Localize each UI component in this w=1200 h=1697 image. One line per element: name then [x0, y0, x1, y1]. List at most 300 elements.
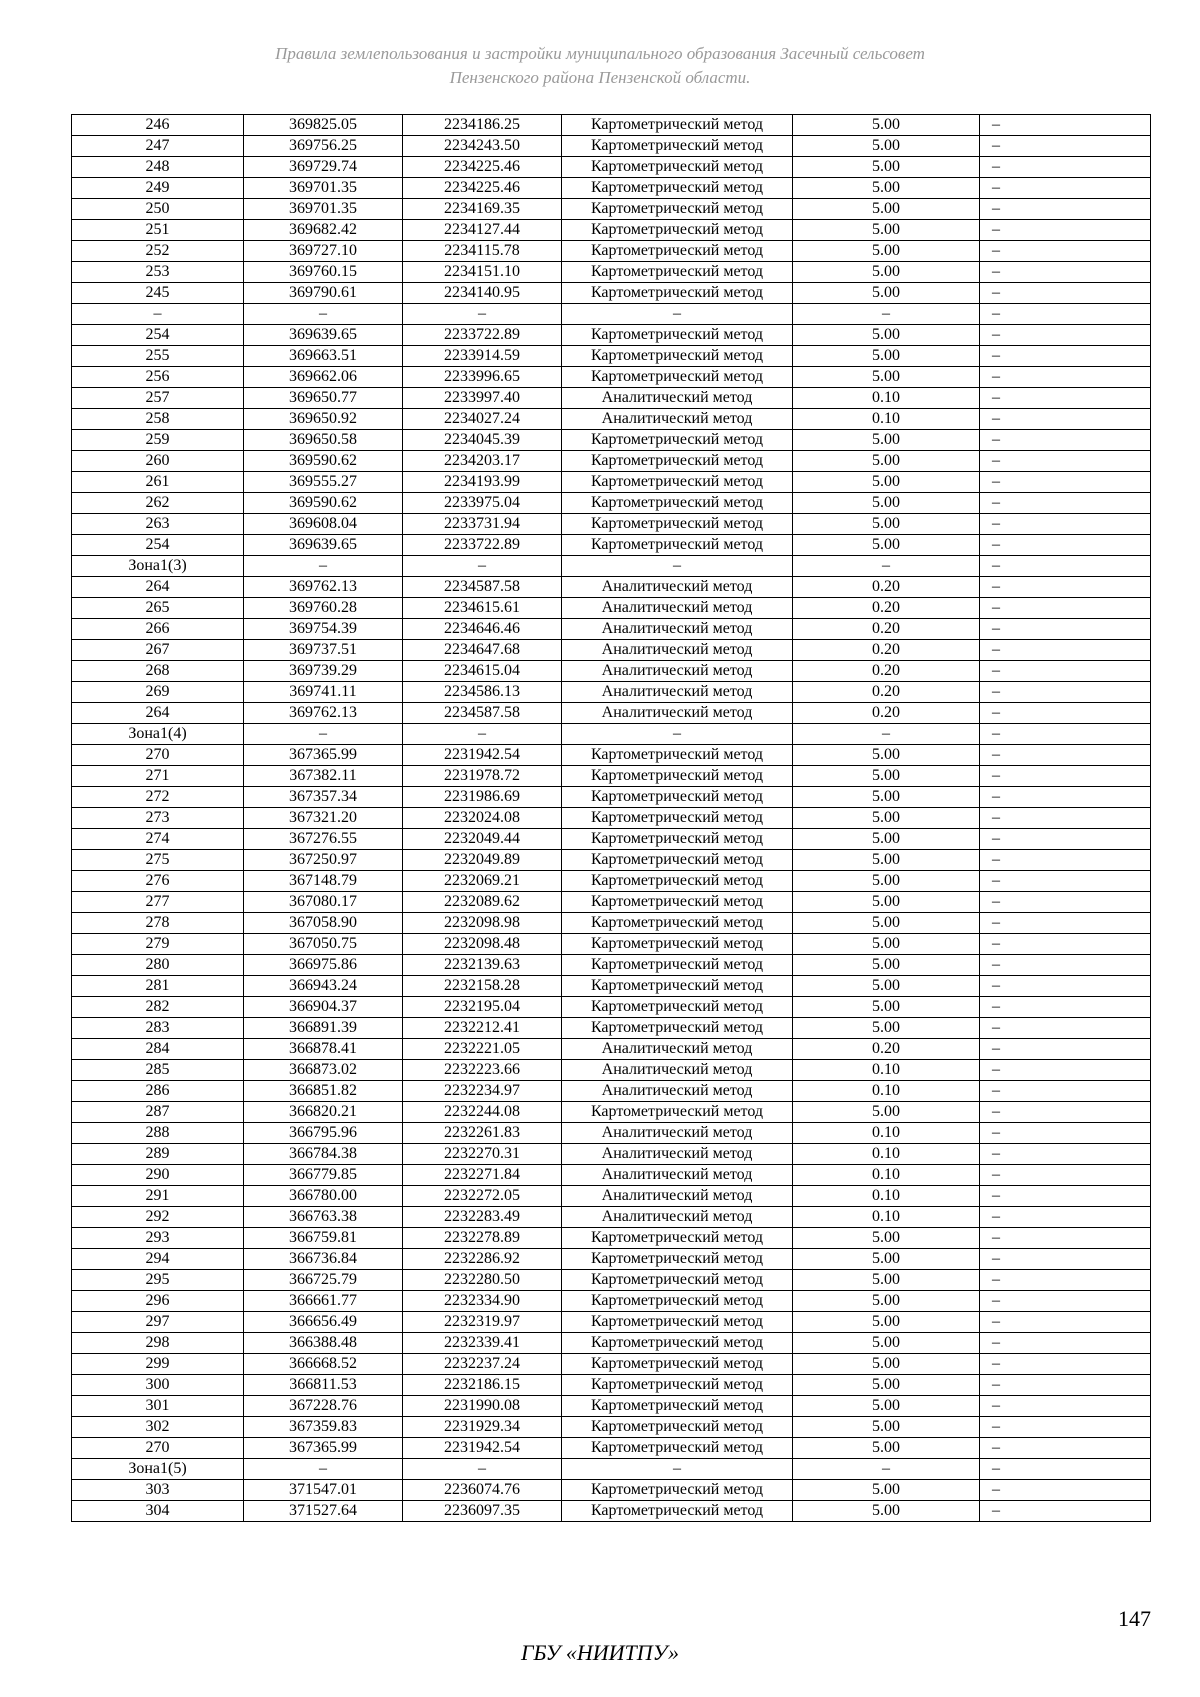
table-row — [72, 1459, 1151, 1480]
note-cell: – — [980, 1417, 1151, 1438]
point-number-cell: Зона1(5) — [72, 1459, 244, 1480]
method-cell: Картометрический метод — [562, 1480, 793, 1501]
x-coordinate-cell: 371547.01 — [244, 1480, 403, 1501]
x-coordinate-cell: – — [244, 304, 403, 325]
accuracy-cell: 0.10 — [793, 1123, 980, 1144]
method-cell: Картометрический метод — [562, 1270, 793, 1291]
method-cell: Картометрический метод — [562, 283, 793, 304]
method-cell: Картометрический метод — [562, 1018, 793, 1039]
table-row — [72, 556, 1151, 577]
point-number-cell: 302 — [72, 1417, 244, 1438]
y-coordinate-cell: 2234646.46 — [403, 619, 562, 640]
point-number-cell: 304 — [72, 1501, 244, 1522]
note-cell: – — [980, 577, 1151, 598]
x-coordinate-cell: 369756.25 — [244, 136, 403, 157]
table-row — [72, 220, 1151, 241]
point-number-cell: 278 — [72, 913, 244, 934]
point-number-cell: 274 — [72, 829, 244, 850]
y-coordinate-cell: 2232089.62 — [403, 892, 562, 913]
y-coordinate-cell: 2232339.41 — [403, 1333, 562, 1354]
note-cell: – — [980, 1207, 1151, 1228]
x-coordinate-cell: 369790.61 — [244, 283, 403, 304]
method-cell: Картометрический метод — [562, 535, 793, 556]
accuracy-cell: 0.20 — [793, 619, 980, 640]
note-cell: – — [980, 1018, 1151, 1039]
table-row — [72, 598, 1151, 619]
x-coordinate-cell: 367365.99 — [244, 745, 403, 766]
note-cell: – — [980, 598, 1151, 619]
point-number-cell: 284 — [72, 1039, 244, 1060]
y-coordinate-cell: 2234027.24 — [403, 409, 562, 430]
method-cell: Картометрический метод — [562, 493, 793, 514]
x-coordinate-cell: 367357.34 — [244, 787, 403, 808]
x-coordinate-cell: 366759.81 — [244, 1228, 403, 1249]
x-coordinate-cell: 366811.53 — [244, 1375, 403, 1396]
method-cell: Картометрический метод — [562, 1354, 793, 1375]
y-coordinate-cell: 2232139.63 — [403, 955, 562, 976]
method-cell: – — [562, 304, 793, 325]
y-coordinate-cell: 2231942.54 — [403, 745, 562, 766]
header-line-2: Пензенского района Пензенской области. — [449, 68, 751, 87]
note-cell: – — [980, 1123, 1151, 1144]
y-coordinate-cell: 2234203.17 — [403, 451, 562, 472]
x-coordinate-cell: 367276.55 — [244, 829, 403, 850]
y-coordinate-cell: 2234647.68 — [403, 640, 562, 661]
method-cell: Аналитический метод — [562, 388, 793, 409]
note-cell: – — [980, 1354, 1151, 1375]
method-cell: Картометрический метод — [562, 1312, 793, 1333]
note-cell: – — [980, 682, 1151, 703]
page-header — [0, 42, 1200, 90]
x-coordinate-cell: 366784.38 — [244, 1144, 403, 1165]
point-number-cell: 290 — [72, 1165, 244, 1186]
x-coordinate-cell: 369682.42 — [244, 220, 403, 241]
table-row — [72, 241, 1151, 262]
table-row — [72, 934, 1151, 955]
note-cell: – — [980, 1060, 1151, 1081]
point-number-cell: 247 — [72, 136, 244, 157]
point-number-cell: 293 — [72, 1228, 244, 1249]
method-cell: Картометрический метод — [562, 934, 793, 955]
x-coordinate-cell: 366820.21 — [244, 1102, 403, 1123]
point-number-cell: Зона1(4) — [72, 724, 244, 745]
accuracy-cell: 5.00 — [793, 262, 980, 283]
method-cell: Аналитический метод — [562, 703, 793, 724]
point-number-cell: 271 — [72, 766, 244, 787]
table-row — [72, 745, 1151, 766]
note-cell: – — [980, 745, 1151, 766]
table-row — [72, 388, 1151, 409]
x-coordinate-cell: 369555.27 — [244, 472, 403, 493]
accuracy-cell: 5.00 — [793, 1480, 980, 1501]
table-row — [72, 1333, 1151, 1354]
y-coordinate-cell: 2236074.76 — [403, 1480, 562, 1501]
accuracy-cell: 5.00 — [793, 892, 980, 913]
note-cell: – — [980, 1165, 1151, 1186]
table-row — [72, 829, 1151, 850]
accuracy-cell: 5.00 — [793, 955, 980, 976]
note-cell: – — [980, 157, 1151, 178]
note-cell: – — [980, 1312, 1151, 1333]
note-cell: – — [980, 1438, 1151, 1459]
point-number-cell: 257 — [72, 388, 244, 409]
y-coordinate-cell: 2232319.97 — [403, 1312, 562, 1333]
table-row — [72, 1501, 1151, 1522]
table-row — [72, 346, 1151, 367]
point-number-cell: 289 — [72, 1144, 244, 1165]
method-cell: Картометрический метод — [562, 1375, 793, 1396]
point-number-cell: 253 — [72, 262, 244, 283]
method-cell: Картометрический метод — [562, 1291, 793, 1312]
table-row — [72, 661, 1151, 682]
y-coordinate-cell: 2233731.94 — [403, 514, 562, 535]
y-coordinate-cell: 2232221.05 — [403, 1039, 562, 1060]
method-cell: Картометрический метод — [562, 892, 793, 913]
y-coordinate-cell: 2234587.58 — [403, 703, 562, 724]
accuracy-cell: 5.00 — [793, 115, 980, 136]
point-number-cell: 301 — [72, 1396, 244, 1417]
point-number-cell: 303 — [72, 1480, 244, 1501]
y-coordinate-cell: 2233996.65 — [403, 367, 562, 388]
y-coordinate-cell: – — [403, 304, 562, 325]
table-row — [72, 1354, 1151, 1375]
y-coordinate-cell: 2234045.39 — [403, 430, 562, 451]
point-number-cell: – — [72, 304, 244, 325]
method-cell: Картометрический метод — [562, 850, 793, 871]
method-cell: Картометрический метод — [562, 472, 793, 493]
point-number-cell: 281 — [72, 976, 244, 997]
accuracy-cell: 0.20 — [793, 661, 980, 682]
point-number-cell: 282 — [72, 997, 244, 1018]
x-coordinate-cell: 369590.62 — [244, 451, 403, 472]
page-footer: ГБУ «НИИТПУ» — [520, 1640, 680, 1665]
point-number-cell: 295 — [72, 1270, 244, 1291]
table-row — [72, 136, 1151, 157]
method-cell: Картометрический метод — [562, 1438, 793, 1459]
x-coordinate-cell: 366904.37 — [244, 997, 403, 1018]
point-number-cell: 283 — [72, 1018, 244, 1039]
accuracy-cell: 5.00 — [793, 1312, 980, 1333]
accuracy-cell: 0.20 — [793, 682, 980, 703]
method-cell: – — [562, 556, 793, 577]
point-number-cell: 261 — [72, 472, 244, 493]
note-cell: – — [980, 1144, 1151, 1165]
y-coordinate-cell: 2232069.21 — [403, 871, 562, 892]
note-cell: – — [980, 703, 1151, 724]
table-row — [72, 1186, 1151, 1207]
y-coordinate-cell: 2236097.35 — [403, 1501, 562, 1522]
y-coordinate-cell: 2234225.46 — [403, 157, 562, 178]
method-cell: Картометрический метод — [562, 367, 793, 388]
y-coordinate-cell: 2232098.98 — [403, 913, 562, 934]
table-row — [72, 1270, 1151, 1291]
table-row — [72, 451, 1151, 472]
point-number-cell: 270 — [72, 1438, 244, 1459]
method-cell: Аналитический метод — [562, 661, 793, 682]
x-coordinate-cell: 366656.49 — [244, 1312, 403, 1333]
table-row — [72, 262, 1151, 283]
x-coordinate-cell: 369590.62 — [244, 493, 403, 514]
accuracy-cell: 5.00 — [793, 871, 980, 892]
method-cell: Аналитический метод — [562, 1186, 793, 1207]
y-coordinate-cell: 2232278.89 — [403, 1228, 562, 1249]
x-coordinate-cell: 366891.39 — [244, 1018, 403, 1039]
method-cell: Картометрический метод — [562, 1417, 793, 1438]
y-coordinate-cell: 2233975.04 — [403, 493, 562, 514]
y-coordinate-cell: 2232283.49 — [403, 1207, 562, 1228]
method-cell: – — [562, 1459, 793, 1480]
x-coordinate-cell: 369701.35 — [244, 199, 403, 220]
y-coordinate-cell: 2234140.95 — [403, 283, 562, 304]
point-number-cell: 277 — [72, 892, 244, 913]
note-cell: – — [980, 136, 1151, 157]
method-cell: Картометрический метод — [562, 955, 793, 976]
accuracy-cell: 5.00 — [793, 850, 980, 871]
table-row — [72, 514, 1151, 535]
accuracy-cell: 5.00 — [793, 976, 980, 997]
method-cell: Картометрический метод — [562, 241, 793, 262]
method-cell: Картометрический метод — [562, 1102, 793, 1123]
accuracy-cell: 0.10 — [793, 1060, 980, 1081]
point-number-cell: 268 — [72, 661, 244, 682]
table-row — [72, 157, 1151, 178]
y-coordinate-cell: 2232158.28 — [403, 976, 562, 997]
note-cell: – — [980, 220, 1151, 241]
point-number-cell: 276 — [72, 871, 244, 892]
x-coordinate-cell: – — [244, 556, 403, 577]
accuracy-cell: – — [793, 724, 980, 745]
method-cell: Картометрический метод — [562, 913, 793, 934]
accuracy-cell: 5.00 — [793, 472, 980, 493]
x-coordinate-cell: 369754.39 — [244, 619, 403, 640]
point-number-cell: 260 — [72, 451, 244, 472]
note-cell: – — [980, 955, 1151, 976]
accuracy-cell: 5.00 — [793, 829, 980, 850]
note-cell: – — [980, 976, 1151, 997]
point-number-cell: 251 — [72, 220, 244, 241]
table-row — [72, 1018, 1151, 1039]
accuracy-cell: 0.10 — [793, 1144, 980, 1165]
x-coordinate-cell: 366725.79 — [244, 1270, 403, 1291]
accuracy-cell: 5.00 — [793, 220, 980, 241]
y-coordinate-cell: 2234586.13 — [403, 682, 562, 703]
point-number-cell: 250 — [72, 199, 244, 220]
x-coordinate-cell: 369729.74 — [244, 157, 403, 178]
note-cell: – — [980, 871, 1151, 892]
method-cell: Аналитический метод — [562, 1165, 793, 1186]
y-coordinate-cell: 2231929.34 — [403, 1417, 562, 1438]
table-row — [72, 199, 1151, 220]
y-coordinate-cell: 2232237.24 — [403, 1354, 562, 1375]
note-cell: – — [980, 1039, 1151, 1060]
point-number-cell: 291 — [72, 1186, 244, 1207]
method-cell: Картометрический метод — [562, 1333, 793, 1354]
accuracy-cell: 5.00 — [793, 199, 980, 220]
point-number-cell: 287 — [72, 1102, 244, 1123]
note-cell: – — [980, 451, 1151, 472]
x-coordinate-cell: 369662.06 — [244, 367, 403, 388]
note-cell: – — [980, 1480, 1151, 1501]
table-row — [72, 409, 1151, 430]
method-cell: Картометрический метод — [562, 115, 793, 136]
note-cell: – — [980, 199, 1151, 220]
method-cell: Аналитический метод — [562, 1081, 793, 1102]
note-cell: – — [980, 283, 1151, 304]
method-cell: Картометрический метод — [562, 199, 793, 220]
y-coordinate-cell: 2234186.25 — [403, 115, 562, 136]
table-row — [72, 1375, 1151, 1396]
note-cell: – — [980, 430, 1151, 451]
table-row — [72, 115, 1151, 136]
table-row — [72, 724, 1151, 745]
point-number-cell: 272 — [72, 787, 244, 808]
table-row — [72, 766, 1151, 787]
y-coordinate-cell: 2232244.08 — [403, 1102, 562, 1123]
table-row — [72, 367, 1151, 388]
table-row — [72, 913, 1151, 934]
accuracy-cell: 5.00 — [793, 1018, 980, 1039]
table-row — [72, 493, 1151, 514]
method-cell: Аналитический метод — [562, 1039, 793, 1060]
y-coordinate-cell: 2234243.50 — [403, 136, 562, 157]
accuracy-cell: 0.20 — [793, 703, 980, 724]
note-cell: – — [980, 724, 1151, 745]
accuracy-cell: 0.20 — [793, 640, 980, 661]
point-number-cell: 248 — [72, 157, 244, 178]
note-cell: – — [980, 1459, 1151, 1480]
table-row — [72, 682, 1151, 703]
method-cell: Картометрический метод — [562, 997, 793, 1018]
y-coordinate-cell: 2233722.89 — [403, 325, 562, 346]
x-coordinate-cell: 369741.11 — [244, 682, 403, 703]
accuracy-cell: 5.00 — [793, 283, 980, 304]
accuracy-cell: 5.00 — [793, 1249, 980, 1270]
x-coordinate-cell: 369760.28 — [244, 598, 403, 619]
point-number-cell: 266 — [72, 619, 244, 640]
accuracy-cell: 5.00 — [793, 514, 980, 535]
y-coordinate-cell: 2233997.40 — [403, 388, 562, 409]
note-cell: – — [980, 1102, 1151, 1123]
coordinates-table — [71, 114, 1151, 1522]
y-coordinate-cell: 2232195.04 — [403, 997, 562, 1018]
accuracy-cell: 0.10 — [793, 1207, 980, 1228]
x-coordinate-cell: 366668.52 — [244, 1354, 403, 1375]
x-coordinate-cell: 366736.84 — [244, 1249, 403, 1270]
method-cell: Аналитический метод — [562, 640, 793, 661]
method-cell: Картометрический метод — [562, 766, 793, 787]
y-coordinate-cell: 2234115.78 — [403, 241, 562, 262]
point-number-cell: 252 — [72, 241, 244, 262]
y-coordinate-cell: 2232223.66 — [403, 1060, 562, 1081]
x-coordinate-cell: – — [244, 724, 403, 745]
y-coordinate-cell: 2232186.15 — [403, 1375, 562, 1396]
y-coordinate-cell: 2234587.58 — [403, 577, 562, 598]
x-coordinate-cell: 369739.29 — [244, 661, 403, 682]
method-cell: Картометрический метод — [562, 514, 793, 535]
y-coordinate-cell: 2234151.10 — [403, 262, 562, 283]
point-number-cell: 285 — [72, 1060, 244, 1081]
y-coordinate-cell: 2233722.89 — [403, 535, 562, 556]
y-coordinate-cell: 2232098.48 — [403, 934, 562, 955]
point-number-cell: 267 — [72, 640, 244, 661]
accuracy-cell: 5.00 — [793, 1102, 980, 1123]
table-row — [72, 1417, 1151, 1438]
accuracy-cell: 5.00 — [793, 1417, 980, 1438]
note-cell: – — [980, 514, 1151, 535]
point-number-cell: 297 — [72, 1312, 244, 1333]
method-cell: Картометрический метод — [562, 430, 793, 451]
table-row — [72, 619, 1151, 640]
method-cell: Картометрический метод — [562, 1228, 793, 1249]
table-row — [72, 577, 1151, 598]
note-cell: – — [980, 388, 1151, 409]
y-coordinate-cell: 2231986.69 — [403, 787, 562, 808]
x-coordinate-cell: 369762.13 — [244, 577, 403, 598]
note-cell: – — [980, 766, 1151, 787]
x-coordinate-cell: 366661.77 — [244, 1291, 403, 1312]
method-cell: Аналитический метод — [562, 598, 793, 619]
point-number-cell: 292 — [72, 1207, 244, 1228]
accuracy-cell: 5.00 — [793, 913, 980, 934]
note-cell: – — [980, 493, 1151, 514]
y-coordinate-cell: – — [403, 1459, 562, 1480]
table-row — [72, 1228, 1151, 1249]
note-cell: – — [980, 997, 1151, 1018]
point-number-cell: 286 — [72, 1081, 244, 1102]
point-number-cell: 264 — [72, 577, 244, 598]
note-cell: – — [980, 1228, 1151, 1249]
note-cell: – — [980, 262, 1151, 283]
y-coordinate-cell: 2233914.59 — [403, 346, 562, 367]
point-number-cell: 273 — [72, 808, 244, 829]
x-coordinate-cell: 369650.58 — [244, 430, 403, 451]
method-cell: Картометрический метод — [562, 220, 793, 241]
table-row — [72, 1249, 1151, 1270]
accuracy-cell: 5.00 — [793, 241, 980, 262]
x-coordinate-cell: 369650.77 — [244, 388, 403, 409]
y-coordinate-cell: 2232272.05 — [403, 1186, 562, 1207]
point-number-cell: 249 — [72, 178, 244, 199]
y-coordinate-cell: 2234615.04 — [403, 661, 562, 682]
table-row — [72, 871, 1151, 892]
note-cell: – — [980, 1375, 1151, 1396]
y-coordinate-cell: – — [403, 556, 562, 577]
x-coordinate-cell: 369639.65 — [244, 535, 403, 556]
note-cell: – — [980, 304, 1151, 325]
y-coordinate-cell: 2232024.08 — [403, 808, 562, 829]
y-coordinate-cell: 2234193.99 — [403, 472, 562, 493]
accuracy-cell: 5.00 — [793, 934, 980, 955]
accuracy-cell: 5.00 — [793, 1396, 980, 1417]
note-cell: – — [980, 1396, 1151, 1417]
accuracy-cell: 0.10 — [793, 1186, 980, 1207]
accuracy-cell: 0.20 — [793, 1039, 980, 1060]
x-coordinate-cell: 369760.15 — [244, 262, 403, 283]
accuracy-cell: 0.20 — [793, 598, 980, 619]
x-coordinate-cell: 369608.04 — [244, 514, 403, 535]
x-coordinate-cell: 366388.48 — [244, 1333, 403, 1354]
method-cell: Аналитический метод — [562, 619, 793, 640]
point-number-cell: 279 — [72, 934, 244, 955]
y-coordinate-cell: 2231942.54 — [403, 1438, 562, 1459]
table-row — [72, 850, 1151, 871]
table-row — [72, 178, 1151, 199]
y-coordinate-cell: 2232334.90 — [403, 1291, 562, 1312]
accuracy-cell: 5.00 — [793, 346, 980, 367]
note-cell: – — [980, 1270, 1151, 1291]
x-coordinate-cell: 369639.65 — [244, 325, 403, 346]
note-cell: – — [980, 661, 1151, 682]
